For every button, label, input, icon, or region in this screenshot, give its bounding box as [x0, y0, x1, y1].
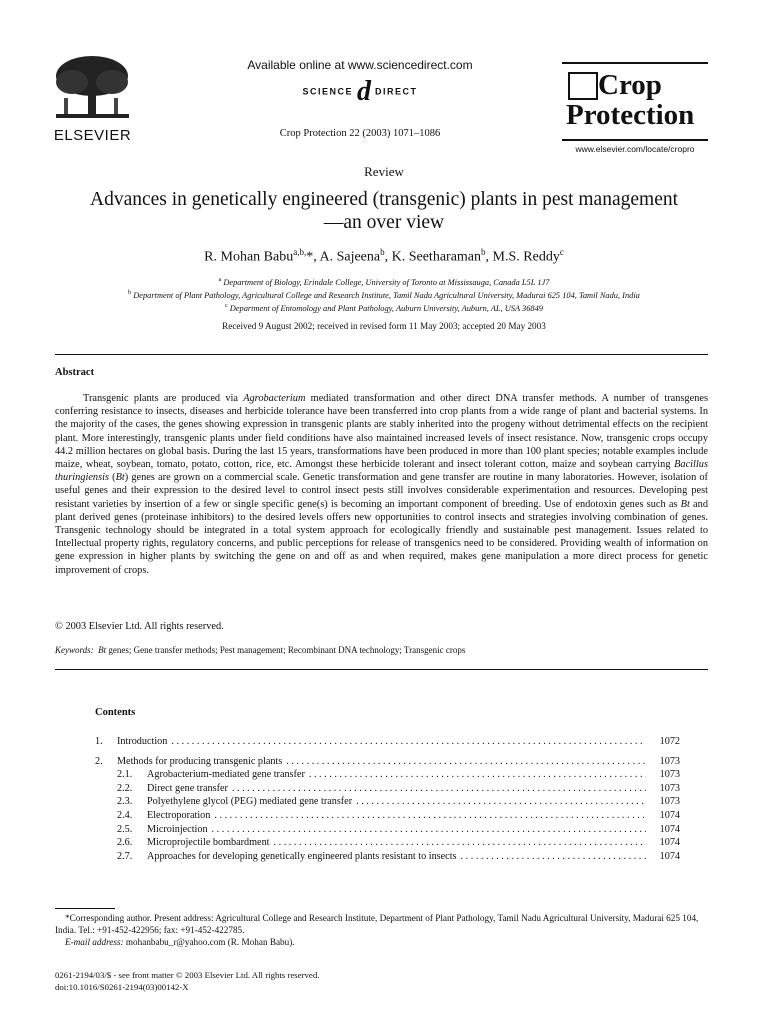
keywords-text: genes; Gene transfer methods; Pest management; Recombinant DNA technology; Transgenic crops [106, 645, 466, 655]
toc-title: Microinjection [147, 823, 208, 835]
toc-leader [214, 810, 646, 821]
divider [562, 62, 708, 64]
toc-title: Electroporation [147, 809, 211, 821]
sciencedirect-logo [270, 76, 450, 107]
journal-title-line2: Protection [566, 99, 695, 131]
affiliation [0, 277, 768, 287]
toc-page: 1073 [659, 755, 680, 767]
toc-number: 2.7. [117, 850, 133, 862]
toc-entry[interactable] [95, 824, 680, 838]
toc-title: Introduction [117, 736, 168, 747]
toc-page: 1074 [659, 850, 680, 862]
toc-leader [356, 796, 646, 807]
journal-mark-icon [568, 72, 598, 100]
toc-title: Approaches for developing genetically engineered plants resistant to insects [147, 850, 457, 862]
toc-entry[interactable] [95, 783, 680, 797]
available-online-text: Available online at www.sciencedirect.com [247, 58, 473, 72]
toc-leader [171, 736, 646, 747]
toc-entry[interactable] [95, 736, 680, 750]
sciencedirect-left: SCIENCE [302, 86, 353, 97]
toc-leader [232, 783, 646, 794]
footnote [55, 912, 708, 949]
toc-number: 2.3. [117, 796, 133, 808]
keywords-label: Keywords: [55, 645, 94, 655]
journal-url-link[interactable]: www.elsevier.com/locate/cropro [575, 144, 695, 154]
author-name: A. Sajeena [319, 249, 381, 265]
contents-heading: Contents [95, 707, 136, 718]
email-note [55, 936, 708, 948]
toc-entry[interactable] [95, 837, 680, 851]
author-name: R. Mohan Babu [204, 249, 294, 265]
keywords-italic: Bt [98, 645, 107, 655]
affiliation-text: Department of Biology, Erindale College, University of Toronto at Mississauga, Canada L5L 1J7 [223, 277, 550, 287]
author-list: R. Mohan Babu$^{a,b,}$*, A. Sajeena$^b$, K. Seetharaman$^b$, M.S. Reddy$^c$ [204, 247, 564, 265]
article-title: Advances in genetically engineered (transgenic) plants in pest management—an over view [89, 189, 679, 233]
toc-entry[interactable] [95, 769, 680, 783]
toc-page: 1074 [659, 837, 680, 849]
toc-entry[interactable] [95, 796, 680, 810]
article-type: Review [364, 164, 404, 179]
email-label: E-mail address: [65, 937, 124, 948]
toc-leader [461, 851, 647, 862]
abstract-text: Transgenic plants are produced via [83, 393, 244, 404]
toc-title: Agrobacterium-mediated gene transfer [147, 769, 305, 781]
toc-number: 2.5. [117, 823, 133, 835]
toc-page: 1074 [659, 809, 680, 821]
corresponding-author-note: *Corresponding author. Present address: Agricultural College and Research Institute, Department of Plant Pathology, Tamil Nadu Agricultural University, Madurai 625 104, India. Tel.: +91-452-422956; fax: +91-452-422785. [55, 913, 699, 936]
toc-number: 1. [95, 736, 103, 747]
toc-number: 2.6. [117, 837, 133, 849]
abstract-italic: Bt [115, 472, 125, 484]
table-of-contents [95, 736, 680, 864]
affiliation-sup: a [218, 277, 222, 283]
toc-page: 1074 [659, 823, 680, 835]
tree-icon [50, 52, 135, 124]
affiliation-sup: c [225, 303, 228, 309]
publisher-name: ELSEVIER [53, 127, 132, 144]
toc-page: 1073 [659, 769, 680, 781]
journal-title-line1: Crop [598, 69, 662, 101]
journal-reference: Crop Protection 22 (2003) 1071–1086 [279, 128, 441, 139]
abstract-body [55, 392, 708, 577]
affiliation [0, 303, 768, 313]
toc-title: Microprojectile bombardment [147, 837, 270, 849]
toc-leader [286, 756, 646, 767]
sciencedirect-at: d [357, 76, 371, 107]
author-sup: b [481, 247, 486, 257]
journal-logo [562, 62, 708, 140]
toc-page: 1073 [659, 796, 680, 808]
received-dates: Received 9 August 2002; received in revised form 11 May 2003; accepted 20 May 2003 [222, 321, 546, 331]
toc-page: 1072 [659, 736, 680, 747]
author-sup: c [559, 247, 564, 257]
elsevier-logo [50, 52, 135, 142]
abstract-text: ( [109, 472, 116, 484]
divider [55, 354, 708, 355]
toc-title: Polyethylene glycol (PEG) mediated gene transfer [147, 796, 353, 808]
author-name: K. Seetharaman [391, 249, 482, 265]
author-sup: a,b, [293, 247, 307, 257]
divider [562, 139, 708, 141]
toc-number: 2.2. [117, 782, 133, 794]
affiliation-sup: b [128, 290, 132, 296]
toc-number: 2. [95, 755, 103, 767]
toc-leader [212, 824, 646, 835]
email-link[interactable]: mohanbabu_r@yahoo.com (R. Mohan Babu). [123, 937, 295, 948]
toc-number: 2.4. [117, 809, 133, 821]
footnote-divider [55, 908, 115, 909]
abstract-text: and plant derived genes (proteinase inhibitors) to the desired levels offers new opportunities to control insects and strategies involving combination of genes. Transgenic technology should be integrated in a total system approach for ecologically friendly and sustainable pest management. Issues related to Intellectual property rights, regulatory concerns, and public perceptions for release of transgenics need to be considered. Providing wealth of information on gene expression in higher plants by switching the gene on and off as and when required, makes gene manipulation a more direct process for genetic improvement of crops. [55, 498, 708, 576]
toc-leader [309, 769, 646, 780]
author-name: M.S. Reddy [492, 249, 560, 265]
doi-line[interactable]: doi:10.1016/S0261-2194(03)00142-X [55, 982, 189, 993]
abstract-italic: Bt [680, 498, 690, 510]
toc-entry[interactable] [95, 810, 680, 824]
toc-number: 2.1. [117, 769, 133, 781]
corresponding-mark: * [306, 249, 314, 265]
sciencedirect-right: DIRECT [375, 86, 418, 97]
issn-block [55, 969, 319, 993]
toc-entry[interactable] [95, 756, 680, 770]
toc-entry[interactable] [95, 851, 680, 865]
affiliation-text: Department of Plant Pathology, Agricultural College and Research Institute, Tamil Nadu Agricultural University, Madurai 625 104, Tamil Nadu, India [133, 290, 640, 300]
abstract-heading: Abstract [55, 367, 95, 378]
affiliation-text: Department of Entomology and Plant Pathology, Auburn University, Auburn, AL, USA 36849 [229, 303, 543, 313]
abstract-copyright: © 2003 Elsevier Ltd. All rights reserved. [55, 621, 224, 632]
abstract-text: mediated transformation and other direct DNA transfer methods. A number of transgenes conferring resistance to insects, diseases and herbicide tolerance have been transferred into crop plants from a wide range of plant and bacterial systems. In the majority of the cases, the genes showing expression in transgenic plants are stably inherited into the progeny without detrimental effects on the recipient plant. More interestingly, transgenic plants under field conditions have also maintained increased levels of insect resistance. Now, transgenic crops occupy 44.2 million hectares on global basis. During the last 15 years, transformations have been produced in more than 100 plant species; notable examples include maize, wheat, soybean, tomato, potato, cotton, rice, etc. Amongst these herbicide tolerant and insect tolerant cotton, maize and soybean carrying [55, 393, 708, 471]
toc-page: 1073 [659, 782, 680, 794]
abstract-paragraph [55, 392, 708, 577]
author-sup: b [380, 247, 385, 257]
abstract-italic: Bacillus thuringiensis [55, 459, 708, 484]
keywords [55, 645, 708, 655]
divider [55, 669, 708, 670]
toc-leader [274, 837, 647, 848]
abstract-text: ) genes are grown on a commercial scale. Genetic transformation and gene transfer are routine in many laboratories. However, isolation of useful genes and their expression to the desired level to control insect pests still involves considerable experimentation and resources. Developing pest resistant varieties by insertion of a few or single specific gene(s) is becoming an important component of breeding. Use of endotoxin genes such as [55, 472, 708, 510]
abstract-italic: Agrobacterium [243, 393, 306, 404]
issn-line: 0261-2194/03/$ - see front matter © 2003 Elsevier Ltd. All rights reserved. [55, 970, 320, 980]
toc-title: Direct gene transfer [147, 782, 228, 794]
toc-title: Methods for producing transgenic plants [117, 755, 283, 767]
affiliation [0, 290, 768, 300]
